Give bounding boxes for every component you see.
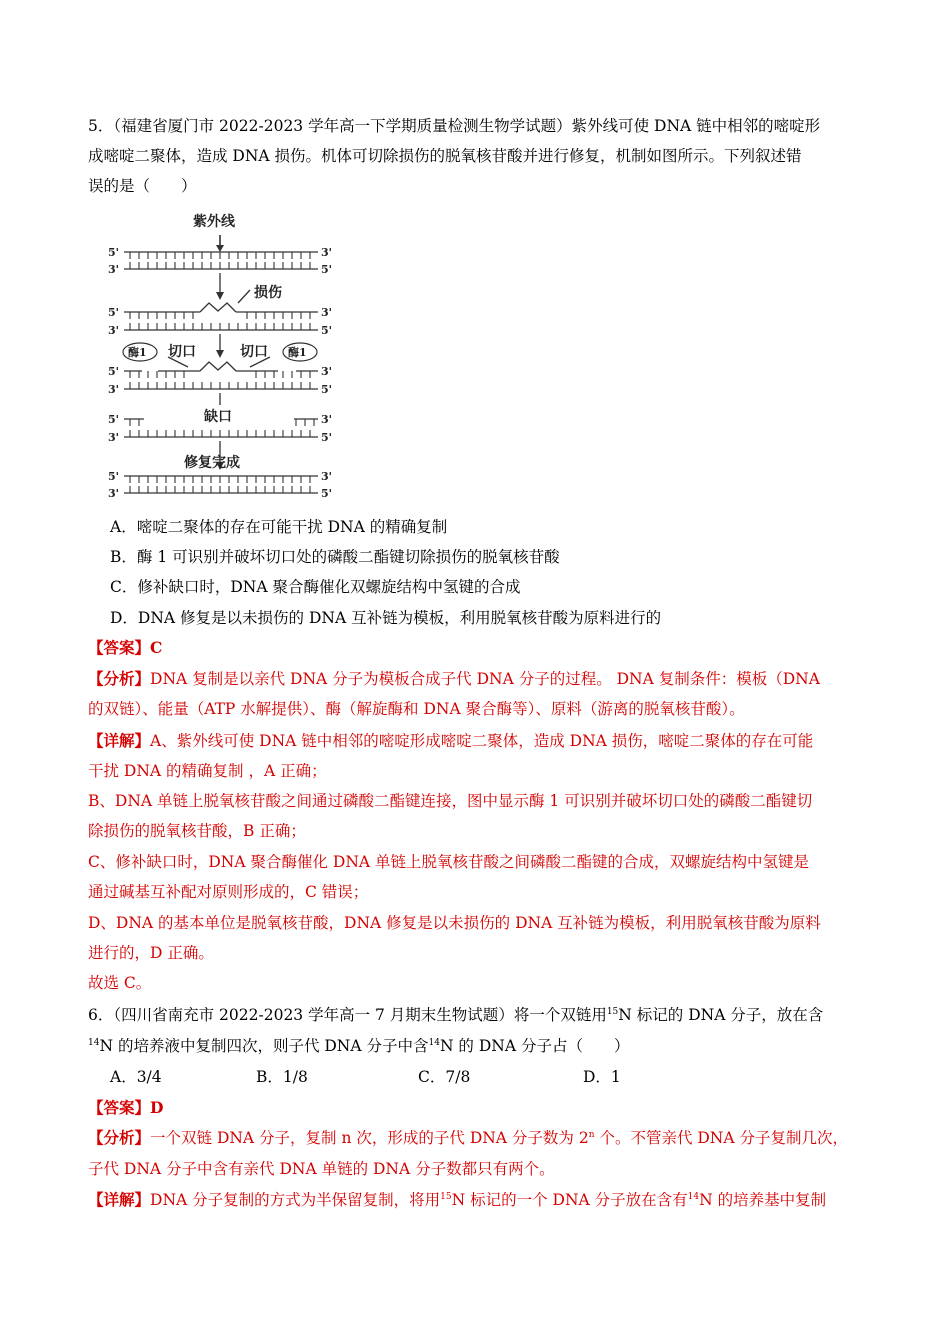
isotope-14: 14	[687, 1191, 700, 1202]
end-label: 3'	[108, 431, 120, 444]
analysis-text: 个。不管亲代 DNA 分子复制几次，	[594, 1129, 848, 1147]
q5-option-b: B．酶 1 可识别并破坏切口处的磷酸二酯键切除损伤的脱氧核苷酸	[110, 548, 560, 566]
detail-text: N 的培养基中复制	[699, 1191, 827, 1209]
q5-option-c: C．修补缺口时，DNA 聚合酶催化双螺旋结构中氢键的合成	[110, 578, 521, 596]
q6-analysis-line-1	[88, 1127, 870, 1149]
end-label: 3'	[108, 383, 120, 396]
q6-option-d: D．1	[583, 1068, 621, 1086]
exponent-n: n	[588, 1129, 595, 1140]
q5-detail-line-5: C、修补缺口时，DNA 聚合酶催化 DNA 单链上脱氧核苷酸之间磷酸二酯键的合成，双螺旋结构中氢键是	[88, 853, 810, 871]
end-label: 3'	[321, 470, 333, 483]
q6-stem-line-1	[88, 1004, 870, 1026]
end-label: 3'	[321, 246, 333, 259]
q6-detail-line-1	[88, 1189, 870, 1211]
detail-tag: 【详解】	[88, 1190, 151, 1209]
analysis-tag: 【分析】	[88, 1128, 151, 1147]
diagram-label-cut-right: 切口	[240, 344, 268, 360]
end-label: 5'	[108, 246, 120, 259]
analysis-text: 一个双链 DNA 分子，复制 n 次，形成的子代 DNA 分子数为 2	[150, 1129, 589, 1147]
diagram-label-done: 修复完成	[184, 455, 240, 471]
q6-stem-text: N 的 DNA 分子占（ ）	[439, 1037, 630, 1055]
diagram-enzyme-left: 酶1	[128, 346, 147, 359]
q5-stem-line-1: 5．（福建省厦门市 2022-2023 学年高一下学期质量检测生物学试题）紫外线可使 DNA 链中相邻的嘧啶形	[88, 117, 821, 135]
end-label: 5'	[321, 263, 333, 276]
q5-option-d: D．DNA 修复是以未损伤的 DNA 互补链为模板，利用脱氧核苷酸为原料进行的	[110, 609, 662, 627]
isotope-14: 14	[88, 1037, 100, 1048]
q5-detail-line-1	[88, 730, 870, 752]
q5-answer: 【答案】C	[88, 638, 163, 657]
q6-stem-text: 6．（四川省南充市 2022-2023 学年高一 7 月期末生物试题）将一个双链用	[88, 1006, 607, 1024]
q6-option-b: B．1/8	[256, 1068, 308, 1086]
isotope-15: 15	[440, 1191, 452, 1202]
end-label: 5'	[108, 365, 120, 378]
q5-detail-line-8: 进行的，D 正确。	[88, 944, 214, 962]
end-label: 5'	[321, 431, 333, 444]
q6-answer: 【答案】D	[88, 1098, 164, 1117]
end-label: 3'	[108, 324, 120, 337]
isotope-14: 14	[428, 1037, 440, 1048]
end-label: 5'	[321, 324, 333, 337]
end-label: 3'	[321, 306, 333, 319]
end-label: 5'	[321, 383, 333, 396]
diagram-enzyme-right: 酶1	[288, 346, 307, 359]
q6-stem-text: N 的培养液中复制四次，则子代 DNA 分子中含	[99, 1037, 429, 1055]
q5-detail-line-6: 通过碱基互补配对原则形成的，C 错误；	[88, 883, 369, 901]
q5-detail-line-2: 干扰 DNA 的精确复制 ，A 正确；	[88, 762, 327, 780]
q5-stem-line-2: 成嘧啶二聚体，造成 DNA 损伤。机体可切除损伤的脱氧核苷酸并进行修复，机制如图所示。下列叙述错	[88, 147, 802, 165]
detail-text: N 标记的一个 DNA 分子放在含有	[451, 1191, 688, 1209]
diagram-label-gap: 缺口	[204, 409, 232, 425]
diagram-label-damage: 损伤	[254, 285, 282, 301]
analysis-tag: 【分析】	[88, 669, 151, 688]
q6-stem-text: N 标记的 DNA 分子，放在含	[618, 1006, 824, 1024]
detail-text: DNA 分子复制的方式为半保留复制，将用	[150, 1191, 441, 1209]
end-label: 3'	[108, 263, 120, 276]
q5-detail-line-3: B、DNA 单链上脱氧核苷酸之间通过磷酸二酯键连接，图中显示酶 1 可识别并破坏切口处的磷酸二酯键切	[88, 792, 813, 810]
end-label: 5'	[108, 413, 120, 426]
end-label: 3'	[321, 413, 333, 426]
q5-analysis-line-1	[88, 668, 870, 690]
q6-analysis-line-2: 子代 DNA 分子中含有亲代 DNA 单链的 DNA 分子数都只有两个。	[88, 1160, 555, 1178]
q5-conclusion: 故选 C。	[88, 974, 152, 992]
end-label: 5'	[108, 470, 120, 483]
q5-option-a: A．嘧啶二聚体的存在可能干扰 DNA 的精确复制	[110, 518, 448, 536]
dna-repair-diagram	[100, 205, 345, 505]
end-label: 3'	[108, 487, 120, 500]
q5-analysis-line-2: 的双链）、能量（ATP 水解提供）、酶（解旋酶和 DNA 聚合酶等）、原料（游离的脱氧核苷酸）。	[88, 700, 745, 718]
end-label: 5'	[108, 306, 120, 319]
q5-stem-line-3: 误的是（ ）	[88, 177, 197, 195]
detail-text: A、紫外线可使 DNA 链中相邻的嘧啶形成嘧啶二聚体，造成 DNA 损伤，嘧啶二聚体的存在可能	[150, 732, 814, 750]
diagram-label-cut-left: 切口	[168, 344, 196, 360]
analysis-text: DNA 复制是以亲代 DNA 分子为模板合成子代 DNA 分子的过程。 DNA 复制条件：模板（DNA	[150, 670, 820, 688]
q6-option-c: C．7/8	[418, 1068, 471, 1086]
q5-detail-line-7: D、DNA 的基本单位是脱氧核苷酸，DNA 修复是以未损伤的 DNA 互补链为模板，利用脱氧核苷酸为原料	[88, 914, 821, 932]
end-label: 5'	[321, 487, 333, 500]
diagram-label-uv: 紫外线	[193, 214, 235, 230]
detail-tag: 【详解】	[88, 731, 151, 750]
q6-option-a: A．3/4	[110, 1068, 162, 1086]
end-label: 3'	[321, 365, 333, 378]
q6-stem-line-2	[88, 1035, 870, 1057]
q5-detail-line-4: 除损伤的脱氧核苷酸，B 正确；	[88, 822, 306, 840]
isotope-15: 15	[606, 1006, 619, 1017]
